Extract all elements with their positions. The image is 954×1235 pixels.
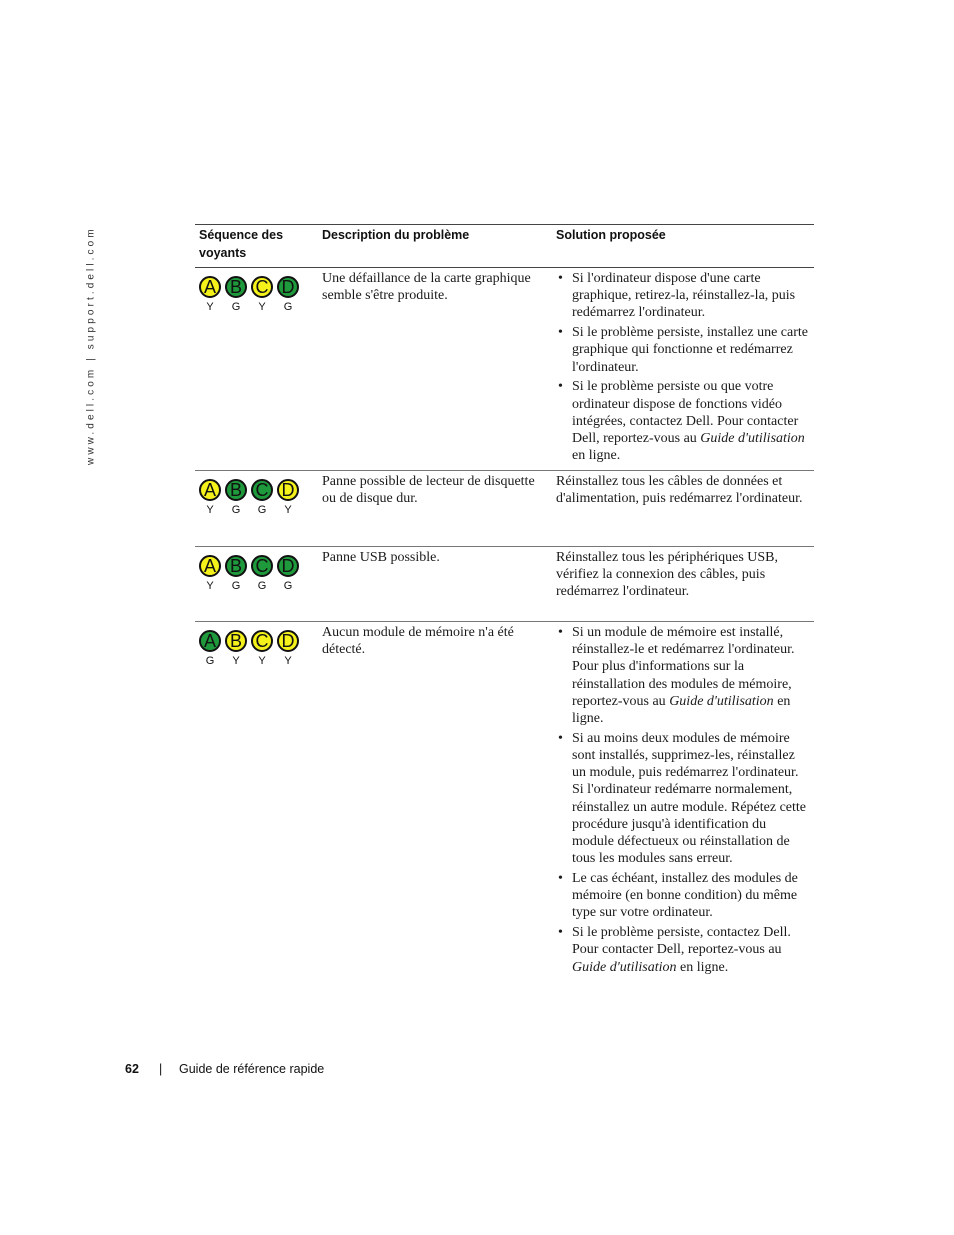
diagnostic-light-b-icon: B (225, 555, 247, 577)
light-color-codes (199, 504, 314, 516)
solution-list-item (556, 378, 810, 464)
solution-text: en ligne. (572, 693, 791, 727)
diagnostic-lights (199, 555, 314, 577)
table-row (195, 547, 814, 622)
header-light-sequence: Séquence des voyants (199, 228, 284, 260)
table-row (195, 471, 814, 547)
manual-reference: Guide d'utilisation (700, 431, 805, 447)
problem-description: Aucun module de mémoire n'a été détecté. (322, 625, 514, 658)
sidebar-url: www.dell.com | support.dell.com (85, 226, 97, 465)
table-row (195, 622, 814, 978)
solution-text: Si un module de mémoire est installé, réinstallez-le et redémarrez l'ordinateur. Pour plus d'informations sur la réinstallation des modules de mémoire, reportez-vous au (572, 625, 795, 709)
solution-list (556, 270, 810, 464)
diagnostic-light-d-icon: D (277, 276, 299, 298)
light-color-code: G (283, 301, 293, 313)
light-color-code: Y (258, 301, 266, 313)
solution-text: Si au moins deux modules de mémoire sont installés, supprimez-les, réinstallez un module, puis redémarrez l'ordinateur. Si l'ordinateur redémarre normalement, réinstallez un autre module. Répétez cette procédure jusqu'à identification du module défectueux ou réinstallation de tous les modules sans erreur. (572, 730, 807, 867)
problem-description: Une défaillance de la carte graphique semble s'être produite. (322, 271, 531, 304)
header-suggested-solution: Solution proposée (556, 228, 666, 242)
light-sequence-cell (195, 471, 314, 546)
light-color-code: Y (232, 655, 240, 667)
diagnostic-light-c-icon: C (251, 555, 273, 577)
solution-text: en ligne. (572, 448, 621, 464)
light-sequence-cell (195, 268, 314, 470)
solution-list-item (556, 730, 810, 868)
problem-description: Panne USB possible. (322, 550, 440, 565)
light-color-codes (199, 301, 314, 313)
light-color-code: G (257, 504, 267, 516)
solution-list (556, 624, 810, 976)
table-body (195, 268, 814, 978)
light-color-code: G (231, 504, 241, 516)
light-color-code: G (283, 580, 293, 592)
light-color-codes (199, 655, 314, 667)
header-problem-description: Description du problème (322, 228, 470, 242)
table-header (195, 225, 814, 268)
problem-description: Panne possible de lecteur de disquette ou de disque dur. (322, 474, 535, 507)
light-color-code: G (231, 580, 241, 592)
solution-text: Si le problème persiste, installez une carte graphique qui fonctionne et redémarrez l'ordinateur. (572, 325, 808, 375)
solution-list-item (556, 870, 810, 922)
diagnostic-light-a-icon: A (199, 630, 221, 652)
solution-text: Si l'ordinateur dispose d'une carte graphique, retirez-la, réinstallez-la, puis redémarrez l'ordinateur. (572, 271, 796, 321)
light-color-code: G (257, 580, 267, 592)
diagnostic-lights (199, 479, 314, 501)
solution-list-item (556, 324, 810, 376)
diagnostic-lights-table (195, 224, 814, 978)
suggested-solution (548, 268, 814, 470)
solution-text: Si le problème persiste ou que votre ordinateur dispose de fonctions vidéo intégrées, contactez Dell. Pour contacter Dell, reportez-vous au (572, 379, 799, 447)
manual-reference: Guide d'utilisation (572, 959, 677, 975)
suggested-solution: Réinstallez tous les périphériques USB, vérifiez la connexion des câbles, puis redémarrez l'ordinateur. (556, 550, 779, 600)
light-color-code: G (205, 655, 215, 667)
diagnostic-light-b-icon: B (225, 479, 247, 501)
suggested-solution: Réinstallez tous les câbles de données et d'alimentation, puis redémarrez l'ordinateur. (556, 474, 803, 507)
diagnostic-light-a-icon: A (199, 555, 221, 577)
light-color-codes (199, 580, 314, 592)
diagnostic-light-d-icon: D (277, 630, 299, 652)
diagnostic-light-c-icon: C (251, 276, 273, 298)
solution-text: Si le problème persiste, contactez Dell. Pour contacter Dell, reportez-vous au (572, 925, 791, 958)
page-number: 62 (125, 1062, 139, 1076)
light-color-code: Y (206, 301, 214, 313)
solution-text: en ligne. (676, 959, 729, 975)
diagnostic-light-b-icon: B (225, 630, 247, 652)
light-sequence-cell (195, 547, 314, 621)
light-color-code: Y (258, 655, 266, 667)
manual-reference: Guide d'utilisation (669, 693, 774, 709)
diagnostic-lights (199, 630, 314, 652)
light-color-code: Y (284, 504, 292, 516)
table-row (195, 268, 814, 471)
diagnostic-light-a-icon: A (199, 479, 221, 501)
diagnostic-light-c-icon: C (251, 630, 273, 652)
light-color-code: Y (284, 655, 292, 667)
solution-list-item (556, 624, 810, 727)
diagnostic-lights (199, 276, 314, 298)
solution-text: Le cas échéant, installez des modules de mémoire (en bonne condition) du même type sur votre ordinateur. (572, 871, 798, 921)
light-sequence-cell (195, 622, 314, 978)
diagnostic-light-c-icon: C (251, 479, 273, 501)
footer-title: Guide de référence rapide (179, 1062, 325, 1076)
diagnostic-light-d-icon: D (277, 479, 299, 501)
light-color-code: G (231, 301, 241, 313)
solution-list-item (556, 270, 810, 322)
light-color-code: Y (206, 580, 214, 592)
diagnostic-light-a-icon: A (199, 276, 221, 298)
suggested-solution (548, 622, 814, 978)
footer-separator: | (159, 1062, 163, 1076)
diagnostic-light-b-icon: B (225, 276, 247, 298)
page-footer (125, 1062, 324, 1076)
diagnostic-light-d-icon: D (277, 555, 299, 577)
solution-list-item (556, 924, 810, 976)
light-color-code: Y (206, 504, 214, 516)
